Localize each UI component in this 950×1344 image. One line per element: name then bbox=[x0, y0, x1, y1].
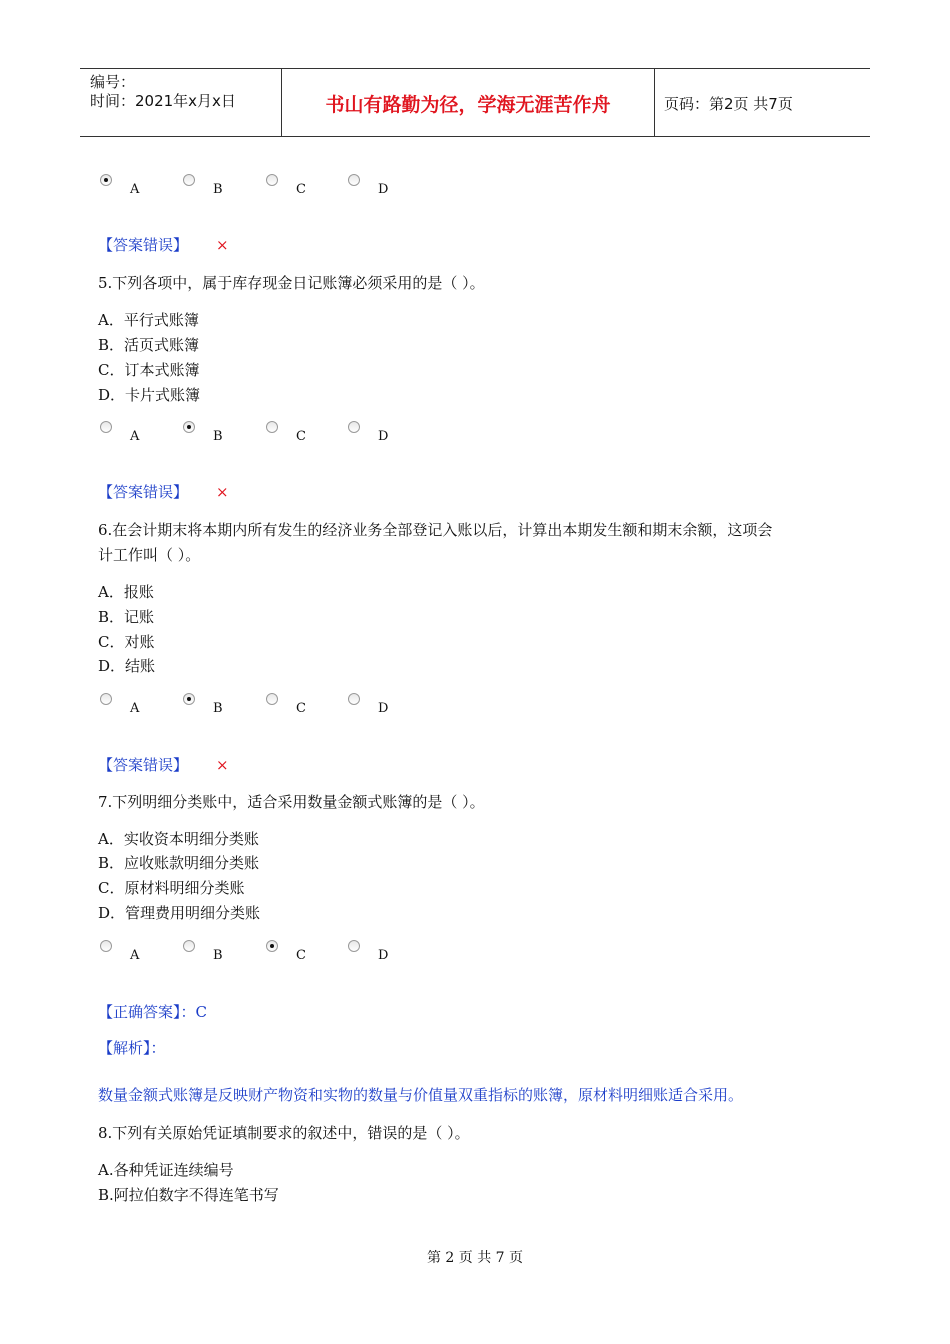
header-top-border bbox=[80, 68, 870, 69]
q6-radio-b[interactable] bbox=[183, 693, 195, 705]
q4-options-radio-group bbox=[98, 174, 418, 198]
q6-result-label: 【答案错误】 bbox=[98, 756, 189, 774]
q4-radio-d[interactable] bbox=[348, 174, 360, 186]
q8-question: 8.下列有关原始凭证填制要求的叙述中，错误的是（ ）。 bbox=[98, 1124, 470, 1142]
q5-question: 5.下列各项中，属于库存现金日记账簿必须采用的是（ ）。 bbox=[98, 274, 485, 292]
q7-option-c: C．原材料明细分类账 bbox=[98, 879, 245, 897]
q5-radio-a[interactable] bbox=[100, 421, 112, 433]
q5-radio-c-label: C bbox=[296, 429, 306, 444]
q4-result-label: 【答案错误】 bbox=[98, 236, 189, 254]
q7-correct-answer: 【正确答案】：C bbox=[98, 1003, 207, 1021]
serial-label: 编号： bbox=[90, 73, 136, 91]
q7-option-a: A．实收资本明细分类账 bbox=[98, 830, 259, 848]
q7-options-radio-group bbox=[98, 940, 418, 964]
q6-option-b: B．记账 bbox=[98, 608, 155, 626]
q5-result-label: 【答案错误】 bbox=[98, 483, 189, 501]
q6-question-line2: 计工作叫（ ）。 bbox=[98, 546, 201, 564]
page-number-label: 页码：第2页 共7页 bbox=[664, 95, 793, 113]
q7-radio-c[interactable] bbox=[266, 940, 278, 952]
q4-radio-a[interactable] bbox=[100, 174, 112, 186]
q6-radio-c[interactable] bbox=[266, 693, 278, 705]
q5-wrong-icon: × bbox=[216, 483, 229, 501]
q7-radio-b-label: B bbox=[213, 948, 223, 963]
time-label: 时间：2021年x月x日 bbox=[90, 92, 236, 110]
q6-radio-b-label: B bbox=[213, 701, 223, 716]
q5-option-b: B．活页式账簿 bbox=[98, 336, 200, 354]
q6-radio-c-label: C bbox=[296, 701, 306, 716]
q7-question: 7.下列明细分类账中，适合采用数量金额式账簿的是（ ）。 bbox=[98, 793, 485, 811]
q4-radio-b[interactable] bbox=[183, 174, 195, 186]
q4-radio-d-label: D bbox=[378, 182, 389, 197]
q5-radio-c[interactable] bbox=[266, 421, 278, 433]
q7-radio-d-label: D bbox=[378, 948, 389, 963]
q7-radio-a[interactable] bbox=[100, 940, 112, 952]
q4-radio-c-label: C bbox=[296, 182, 306, 197]
q7-radio-d[interactable] bbox=[348, 940, 360, 952]
q6-option-d: D．结账 bbox=[98, 657, 156, 675]
q5-radio-d-label: D bbox=[378, 429, 389, 444]
q5-option-d: D．卡片式账簿 bbox=[98, 386, 201, 404]
q6-options-radio-group bbox=[98, 693, 418, 717]
q6-radio-a-label: A bbox=[130, 701, 140, 716]
q7-radio-b[interactable] bbox=[183, 940, 195, 952]
q6-radio-d[interactable] bbox=[348, 693, 360, 705]
q5-radio-b-label: B bbox=[213, 429, 223, 444]
q8-option-b: B.阿拉伯数字不得连笔书写 bbox=[98, 1186, 279, 1204]
q5-radio-d[interactable] bbox=[348, 421, 360, 433]
q6-question-line1: 6.在会计期末将本期内所有发生的经济业务全部登记入账以后，计算出本期发生额和期末余额，这项会 bbox=[98, 521, 773, 539]
header-divider-2 bbox=[654, 68, 655, 136]
q6-wrong-icon: × bbox=[216, 756, 229, 774]
q8-option-a: A.各种凭证连续编号 bbox=[98, 1161, 234, 1179]
q7-radio-c-label: C bbox=[296, 948, 306, 963]
q6-option-a: A．报账 bbox=[98, 583, 154, 601]
q7-analysis-label: 【解析】： bbox=[98, 1039, 166, 1057]
header-bottom-border bbox=[80, 136, 870, 137]
q6-radio-d-label: D bbox=[378, 701, 389, 716]
q5-option-a: A．平行式账簿 bbox=[98, 311, 199, 329]
q7-radio-a-label: A bbox=[130, 948, 140, 963]
q5-option-c: C．订本式账簿 bbox=[98, 361, 200, 379]
header-motto: 书山有路勤为径，学海无涯苦作舟 bbox=[325, 94, 611, 116]
q4-radio-c[interactable] bbox=[266, 174, 278, 186]
q4-wrong-icon: × bbox=[216, 236, 229, 254]
q5-radio-b[interactable] bbox=[183, 421, 195, 433]
q7-option-d: D．管理费用明细分类账 bbox=[98, 904, 261, 922]
q5-options-radio-group bbox=[98, 421, 418, 445]
q5-radio-a-label: A bbox=[130, 429, 140, 444]
q6-radio-a[interactable] bbox=[100, 693, 112, 705]
q7-option-b: B．应收账款明细分类账 bbox=[98, 854, 260, 872]
footer-page-number: 第 2 页 共 7 页 bbox=[426, 1250, 524, 1266]
q4-radio-a-label: A bbox=[130, 182, 140, 197]
q7-analysis-text: 数量金额式账簿是反映财产物资和实物的数量与价值量双重指标的账簿，原材料明细账适合采用。 bbox=[98, 1086, 744, 1104]
q6-option-c: C．对账 bbox=[98, 633, 155, 651]
q4-radio-b-label: B bbox=[213, 182, 223, 197]
